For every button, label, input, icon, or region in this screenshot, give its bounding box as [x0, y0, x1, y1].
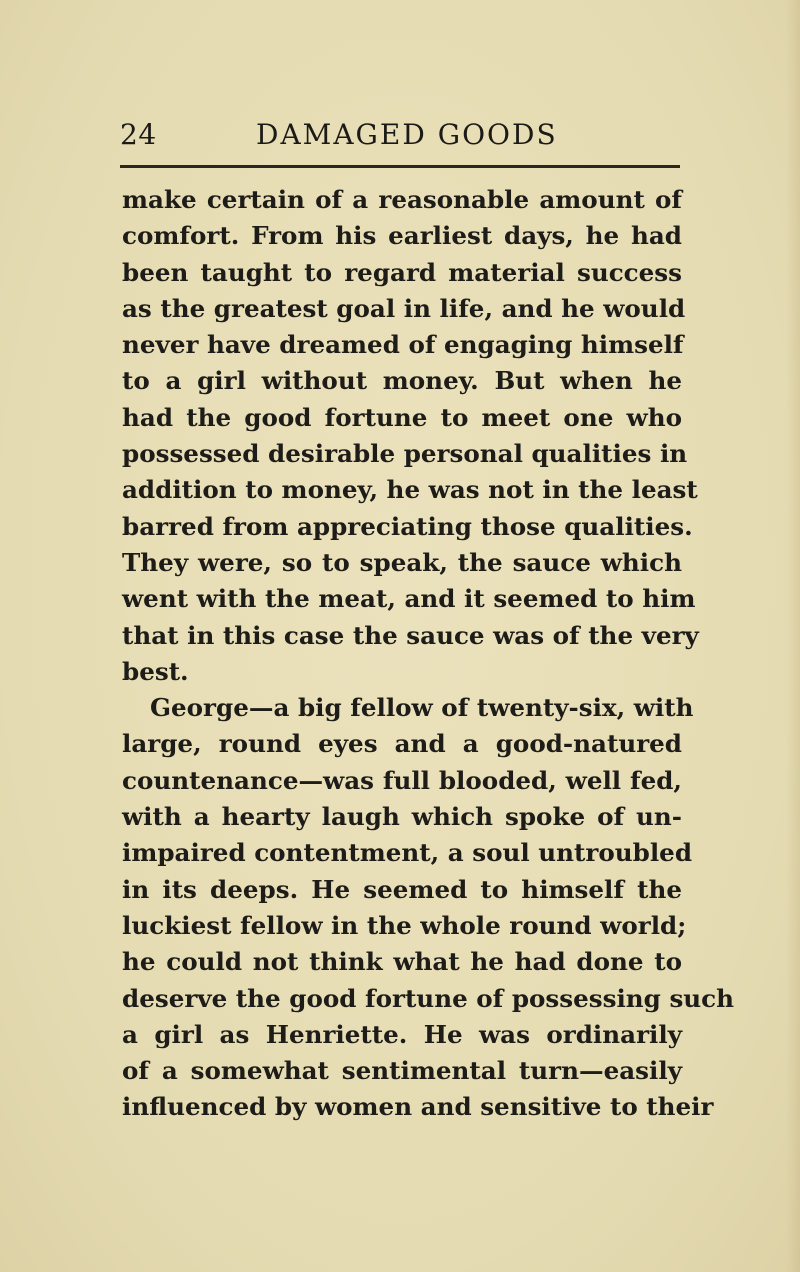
text-line: never have dreamed of engaging himself: [122, 330, 684, 360]
text-line: possessed desirable personal qualities in: [122, 439, 688, 469]
running-head: [120, 115, 680, 155]
text-line-paragraph-end: best.: [122, 656, 189, 686]
text-line: make certain of a reasonable amount of: [122, 185, 682, 214]
text-line: deserve the good fortune of possessing such: [122, 983, 735, 1013]
text-line: large, round eyes and a good-natured: [122, 729, 682, 759]
text-line: impaired contentment, a soul untroubled: [122, 838, 693, 868]
text-line: influenced by women and sensitive to their: [122, 1092, 714, 1122]
text-line: a girl as Henriette. He was ordinarily: [122, 1019, 682, 1049]
text-line: comfort. From his earliest days, he had: [122, 221, 682, 251]
text-line: been taught to regard material success: [122, 257, 682, 287]
text-line: as the greatest goal in life, and he would: [122, 293, 686, 323]
text-line: barred from appreciating those qualities.: [122, 511, 693, 541]
text-line: of a somewhat sentimental turn—easily: [122, 1056, 682, 1086]
text-line: in its deeps. He seemed to himself the: [122, 874, 682, 904]
text-line: went with the meat, and it seemed to him: [122, 584, 696, 614]
text-line: to a girl without money. But when he: [122, 366, 682, 396]
text-line: that in this case the sauce was of the very: [122, 620, 699, 650]
text-line: luckiest fellow in the whole round world;: [122, 910, 687, 940]
page-edge-shadow: [786, 0, 800, 1272]
body-text: [122, 182, 735, 1126]
text-line: addition to money, he was not in the least: [122, 475, 698, 505]
page-number: 24: [120, 118, 157, 151]
header-rule: [120, 165, 680, 168]
text-line: had the good fortune to meet one who: [122, 402, 682, 432]
text-line: with a hearty laugh which spoke of un-: [122, 802, 682, 832]
text-line: countenance—was full blooded, well fed,: [122, 765, 682, 795]
text-line: he could not think what he had done to: [122, 947, 682, 977]
text-line: They were, so to speak, the sauce which: [122, 547, 682, 577]
book-title: DAMAGED GOODS: [256, 118, 558, 151]
text-line: George—a big fellow of twenty-six, with: [150, 693, 694, 723]
